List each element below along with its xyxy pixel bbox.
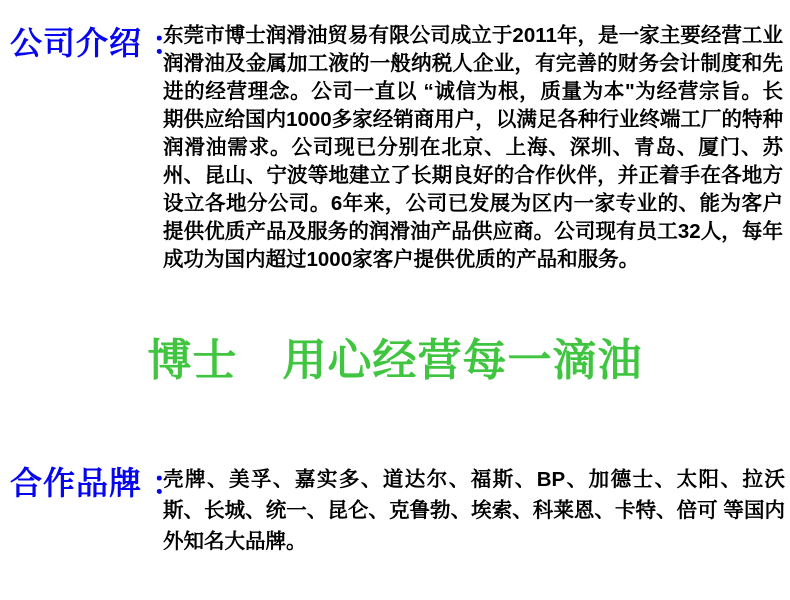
brand-slogan: 博士 用心经营每一滴油 — [147, 336, 643, 385]
partner-brands-text: 壳牌、美孚、嘉实多、道达尔、福斯、BP、加德士、太阳、拉沃斯、长城、统一、昆仑、克鲁勃、埃索、科莱恩、卡特、倍可 等国内外知名大品牌。 — [163, 468, 785, 553]
partner-brands-label: 合作品牌 ： — [10, 465, 185, 501]
company-intro-text: 东莞市博士润滑油贸易有限公司成立于2011年，是一家主要经营工业润滑油及金属加工液的一般纳税人企业，有完善的财务会计制度和先进的经营理念。公司一直以 “诚信为根，质量为本"为经营宗旨。长期供应给国内1000多家经销商用户，以满足各种行业终端工厂的特种润滑油需求。公司现已分别在北京、上海、深圳、青岛、厦门、苏州、昆山、宁波等地建立了长期良好的合作伙伴，并正着手在各地方设立各地分公司。6年来，公司已发展为区内一家专业的、能为客户提供优质产品及服务的润滑油产品供应商。公司现有员工32人，每年成功为国内超过1000家客户提供优质的产品和服务。 — [163, 24, 783, 271]
company-intro-label: 公司介绍 ： — [10, 25, 185, 61]
